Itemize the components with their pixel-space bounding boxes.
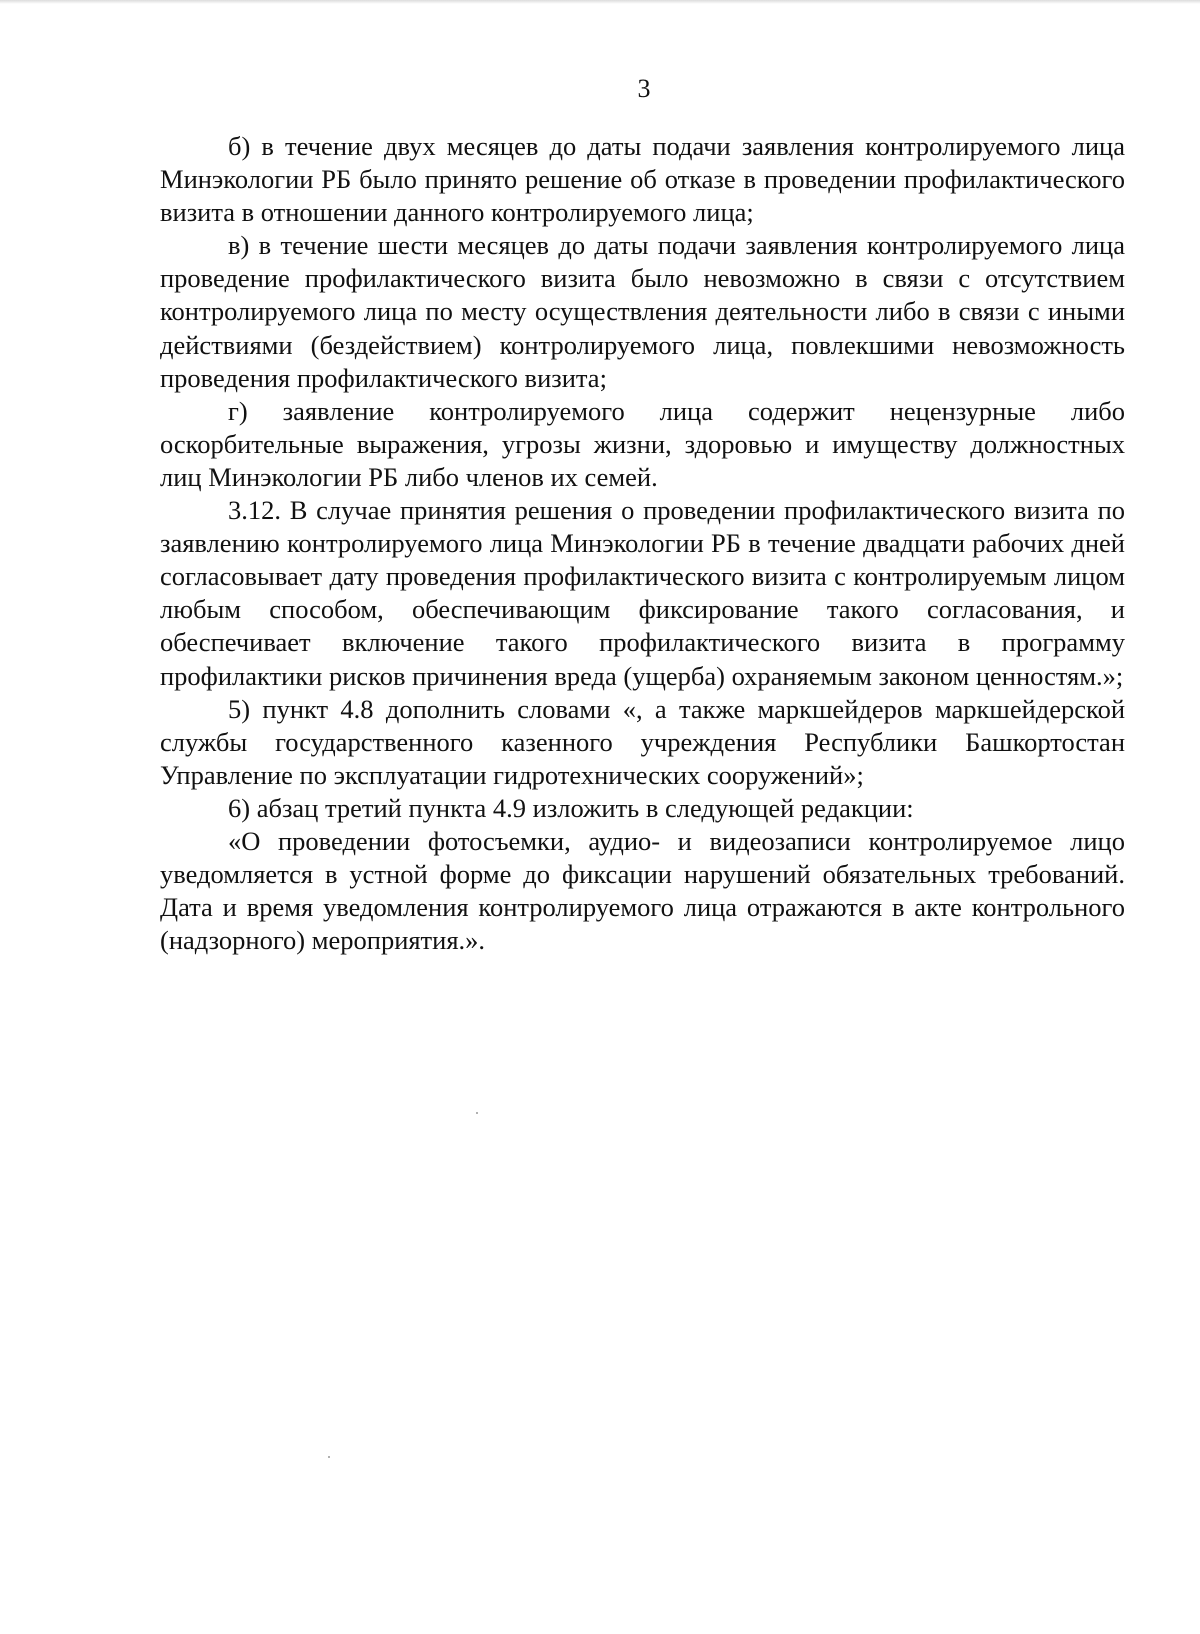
scan-edge [0, 0, 1200, 4]
paragraph-quoted-text: «О проведении фотосъемки, аудио- и видеозаписи контролируемое лицо уведомляется в устной форме до фиксации нарушений обязательных требований. Дата и время уведомления контролируемого лица отражаются в акте контрольного (надзорного) мероприятия.». [160, 825, 1125, 956]
paragraph-item-b: б) в течение двух месяцев до даты подачи заявления контролируемого лица Минэкологии РБ было принято решение об отказе в проведении профилактического визита в отношении данного контролируемого лица; [160, 131, 1125, 228]
scan-speck [328, 1456, 330, 1458]
document-body [160, 130, 1125, 957]
page-number: 3 [637, 74, 651, 103]
scan-speck [476, 1112, 478, 1114]
paragraph-item-5: 5) пункт 4.8 дополнить словами «, а также маркшейдеров маркшейдерской службы государственного казенного учреждения Республики Башкортостан Управление по эксплуатации гидротехнических сооружений»; [160, 693, 1125, 790]
paragraph-clause-3-12: 3.12. В случае принятия решения о проведении профилактического визита по заявлению контролируемого лица Минэкологии РБ в течение двадцати рабочих дней согласовывает дату проведения профилактического визита с контролируемым лицом любым способом, обеспечивающим фиксирование такого согласования, и обеспечивает включение такого профилактического визита в программу профилактики рисков причинения вреда (ущерба) охраняемым законом ценностям.»; [160, 495, 1125, 691]
paragraph-item-v: в) в течение шести месяцев до даты подачи заявления контролируемого лица проведение профилактического визита было невозможно в связи с отсутствием контролируемого лица по месту осуществления деятельности либо в связи с иными действиями (бездействием) контролируемого лица, повлекшими невозможность проведения профилактического визита; [160, 230, 1125, 393]
paragraph-item-6: 6) абзац третий пункта 4.9 изложить в следующей редакции: [228, 792, 914, 823]
paragraph-item-g: г) заявление контролируемого лица содержит нецензурные либо оскорбительные выражения, угрозы жизни, здоровью и имуществу должностных лиц Минэкологии РБ либо членов их семей. [160, 395, 1125, 492]
